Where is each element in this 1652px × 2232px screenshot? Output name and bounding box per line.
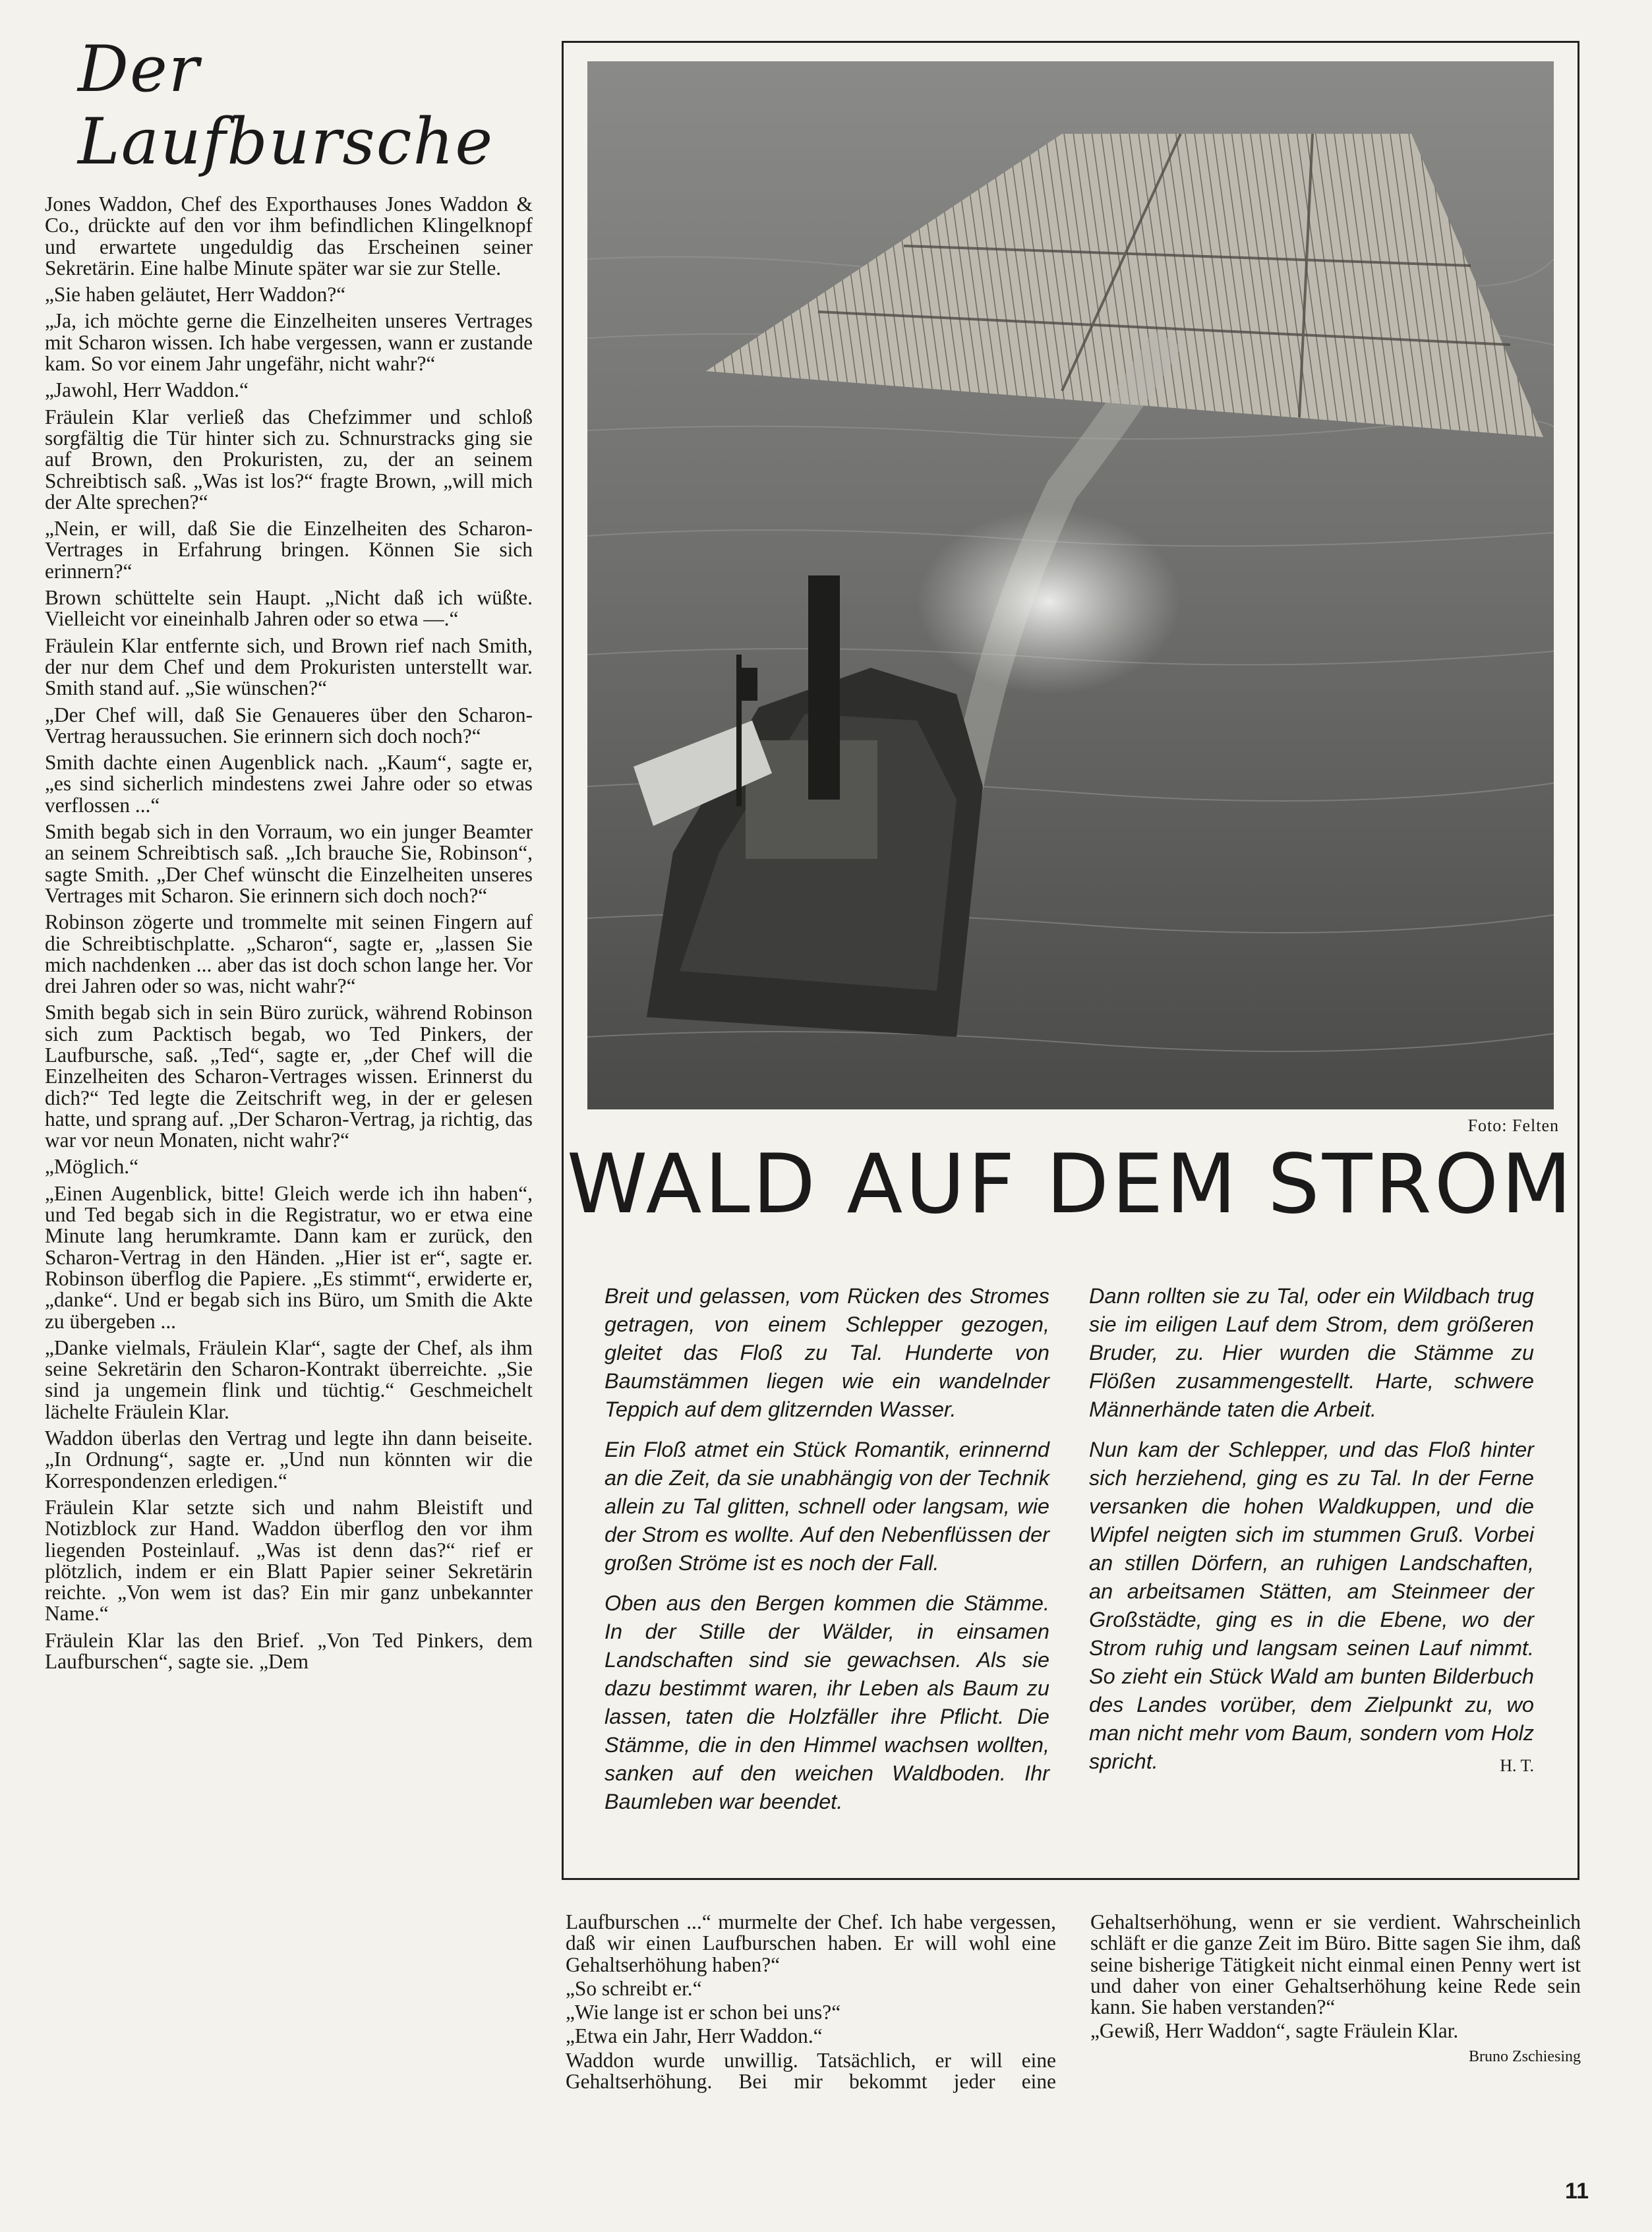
story-paragraph: Waddon überlas den Vertrag und legte ihn dann beiseite. „In Ordnung“, sagte er. „Und nun könnten wir die Korrespondenzen erledigen.“ — [45, 1426, 533, 1492]
story-paragraph: Smith begab sich in sein Büro zurück, während Robinson sich zum Packtisch begab, wo Ted Pinkers, der Laufbursche, saß. „Ted“, sagte er, „der Chef will die Einzelheiten des Scharon-Vertrages wissen. Erinnerst du dich?“ Ted legte die Zeitschrift weg, in der er gelesen hatte, und sprang auf. „Der Scharon-Vertrag, ja richtig, das war vor neun Monaten, nicht wahr?“ — [45, 1001, 533, 1152]
story-author: Bruno Zschiesing — [1469, 2047, 1581, 2065]
feature-intro — [605, 1282, 1534, 1816]
story-title: Der Laufbursche — [78, 32, 494, 179]
continuation-paragraph: „Gewiß, Herr Waddon“, sagte Fräulein Klar. — [1090, 2019, 1459, 2043]
raft-tugboat-photo — [587, 61, 1554, 1109]
continuation-paragraph: „Wie lange ist er schon bei uns?“ — [566, 2001, 841, 2024]
story-continuation — [566, 1912, 1581, 2092]
tugboat-funnel — [808, 575, 840, 800]
intro-paragraph: Oben aus den Bergen kommen die Stämme. In der Stille der Wälder, in einsamen Landschaften sind sie gewachsen. Als sie dazu bestimmt waren, ihr Leben als Baum zu lassen, taten die Holzfäller ihre Pflicht. Die Stämme, die in den Himmel wachsen wollten, sanken auf den weichen Waldboden. Ihr Baumleben war beendet. — [605, 1591, 1049, 1813]
intro-paragraph: Ein Floß atmet ein Stück Romantik, erinnernd an die Zeit, da sie unabhängig von der Technik allein zu Tal glitten, schnell oder langsam, wie der Strom es wollte. Auf den Nebenflüssen der großen Ströme ist es noch der Fall. — [605, 1438, 1049, 1575]
intro-paragraph: Dann rollten sie zu Tal, oder ein Wildbach trug sie im eiligen Lauf dem Strom, dem größeren Bruder, zu. Hier wurden die Stämme zu Flößen zusammengestellt. Harte, schwere Männerhände taten die Arbeit. — [1089, 1284, 1534, 1421]
story-paragraph: Fräulein Klar setzte sich und nahm Bleistift und Notizblock zur Hand. Waddon überflog den vor ihm liegenden Posteinlauf. „Was ist denn das?“ rief er plötzlich, indem er ein Blatt Papier seiner Sekretärin reichte. „Von wem ist das? Ein mir ganz unbekannter Name.“ — [45, 1495, 533, 1626]
continuation-paragraph: Waddon wurde unwillig. Tatsächlich, er will eine Gehaltserhöhung. Bei mir bekommt jeder eine Gehaltserhöhung, wenn er sie verdient. Wahrscheinlich schläft er die ganze Zeit im Büro. Bitte sagen Sie ihm, daß seine bisherige Tätigkeit nicht einmal einen Penny wert ist und daher von einer Gehaltserhöhung keine Rede sein kann. Sie haben verstanden?“ — [566, 1910, 1581, 2094]
story-paragraph: Brown schüttelte sein Haupt. „Nicht daß ich wüßte. Vielleicht vor eineinhalb Jahren oder so etwa —.“ — [45, 586, 533, 631]
river-scene-illustration — [587, 61, 1554, 1109]
feature-box — [562, 41, 1579, 1880]
mast-flag — [740, 668, 757, 701]
steam-cloud — [917, 510, 1181, 694]
story-column — [45, 33, 533, 1678]
story-paragraph: „Der Chef will, daß Sie Genaueres über den Scharon-Vertrag heraussuchen. Sie erinnern sich doch noch?“ — [45, 703, 533, 748]
story-paragraph: Fräulein Klar entfernte sich, und Brown rief nach Smith, der nur dem Chef und dem Prokuristen unterstellt war. Smith stand auf. „Sie wünschen?“ — [45, 633, 533, 700]
photo-credit: Foto: Felten — [1467, 1116, 1559, 1135]
story-paragraph: „Einen Augenblick, bitte! Gleich werde ich ihn haben“, und Ted begab sich in die Registratur, wo er etwa eine Minute lang herumkramte. Dann kam er zurück, den Scharon-Vertrag in den Händen. „Hier ist er“, sagte er. Robinson überflog die Papiere. „Es stimmt“, erwiderte er, „danke“. Und er begab sich ins Büro, um Smith die Akte zu übergeben ... — [45, 1181, 533, 1333]
story-paragraph: Smith dachte einen Augenblick nach. „Kaum“, sagte er, „es sind sicherlich mindestens zwei Jahre oder so etwas verflossen ...“ — [45, 751, 533, 817]
continuation-paragraph: „So schreibt er.“ — [566, 1976, 702, 2000]
story-paragraph: Jones Waddon, Chef des Exporthauses Jones Waddon & Co., drückte auf den vor ihm befindlichen Klingelknopf und erwartete ungeduldig das Erscheinen seiner Sekretärin. Eine halbe Minute später war sie zur Stelle. — [45, 192, 533, 279]
story-paragraph: Robinson zögerte und trommelte mit seinen Fingern auf die Schreibtischplatte. „Scharon“, sagte er, „lassen Sie mich nachdenken ... aber das ist doch schon lange her. Vor drei Jahren oder so was, nicht wahr?“ — [45, 910, 533, 998]
continuation-paragraph: Laufburschen ...“ murmelte der Chef. Ich habe vergessen, daß wir einen Laufburschen haben. Er will wohl eine Gehaltserhöhung haben?“ — [566, 1910, 1056, 1976]
story-paragraph: „Sie haben geläutet, Herr Waddon?“ — [45, 283, 346, 307]
story-paragraph: „Nein, er will, daß Sie die Einzelheiten des Scharon-Vertrages in Erfahrung bringen. Können Sie sich erinnern?“ — [45, 517, 533, 583]
story-paragraph: Fräulein Klar verließ das Chefzimmer und schloß sorgfältig die Tür hinter sich zu. Schnurstracks ging sie auf Brown, den Prokuristen, zu, der an seinem Schreibtisch saß. „Was ist los?“ fragte Brown, „will mich der Alte sprechen?“ — [45, 405, 533, 514]
story-paragraph: Fräulein Klar las den Brief. „Von Ted Pinkers, dem Laufburschen“, sagte sie. „Dem — [45, 1628, 533, 1673]
page-number: 11 — [1565, 2179, 1589, 2204]
continuation-paragraph: „Etwa ein Jahr, Herr Waddon.“ — [566, 2024, 823, 2048]
story-paragraph: „Jawohl, Herr Waddon.“ — [45, 378, 249, 402]
intro-paragraph-text: Nun kam der Schlepper, und das Floß hinter sich herziehend, ging es zu Tal. In der Ferne versanken die hohen Waldkuppen, und die Wipfel neigten sich im stummen Gruß. Vorbei an stillen Dörfern, an ruhigen Landschaften, an arbeitsamen Stätten, am Steinmeer der Großstädte, ging es in die Ebene, wo der Strom ruhig und langsam seinen Lauf nimmt. So zieht ein Stück Wald am bunten Bilderbuch des Landes vorüber, dem Zielpunkt zu, wo man nicht mehr vom Baum, sondern vom Holz spricht. — [1089, 1438, 1534, 1773]
story-paragraph: Smith begab sich in den Vorraum, wo ein junger Beamter an seinem Schreibtisch saß. „Ich brauche Sie, Robinson“, sagte Smith. „Der Chef wünscht die Einzelheiten unseres Vertrages mit Scharon. Sie erinnern sich doch noch?“ — [45, 820, 533, 907]
story-paragraph: „Danke vielmals, Fräulein Klar“, sagte der Chef, als ihm seine Sekretärin den Scharon-Kontrakt überreichte. „Sie sind ja ungemein flink und tüchtig.“ Geschmeichelt lächelte Fräulein Klar. — [45, 1336, 533, 1423]
intro-paragraph — [1089, 1436, 1534, 1776]
story-paragraph: „Ja, ich möchte gerne die Einzelheiten unseres Vertrages mit Scharon wissen. Ich habe vergessen, wann er zustande kam. So vor einem Jahr ungefähr, nicht wahr?“ — [45, 309, 533, 376]
author-initials: H. T. — [1500, 1756, 1534, 1775]
feature-headline: WALD AUF DEM STROM — [566, 1137, 1575, 1232]
story-paragraph: „Möglich.“ — [45, 1155, 139, 1179]
intro-paragraph: Breit und gelassen, vom Rücken des Stromes getragen, von einem Schlepper gezogen, gleitet das Floß zu Tal. Hunderte von Baumstämmen liegen wie ein wandelnder Teppich auf dem glitzernden Wasser. — [605, 1284, 1049, 1421]
